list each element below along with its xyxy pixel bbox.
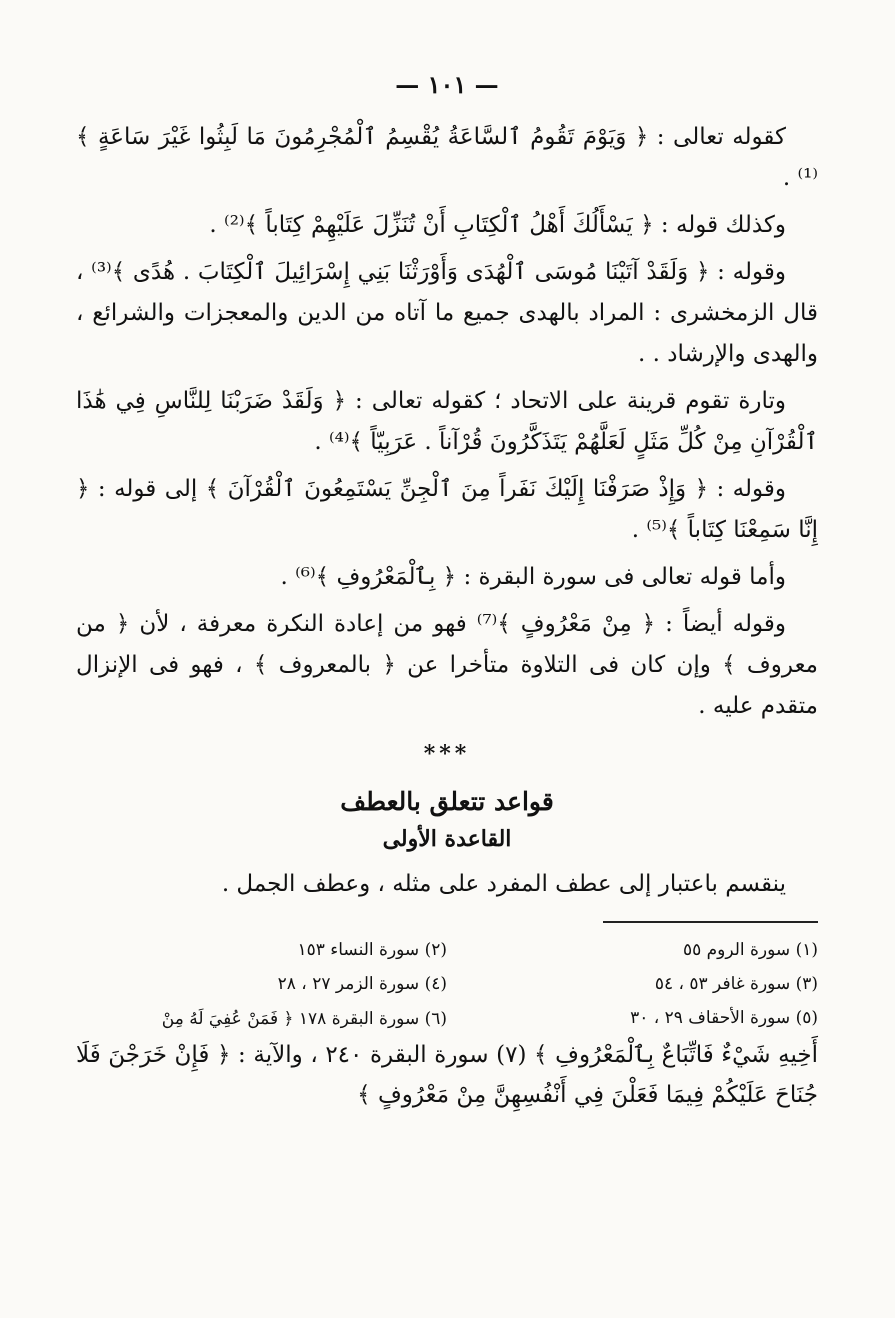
footnote-4: (٤) سورة الزمر ٢٧ ، ٢٨ [277,974,447,994]
paragraph-3: وقوله : ﴿ وَلَقَدْ آتَيْنَا مُوسَى ٱلْهُدَى وَأَوْرَثْنَا بَنِي إِسْرَائِيلَ ٱلْكِتَابَ . هُدًى ﴾⁽³⁾ ، قال الزمخشرى : المراد بالهدى جميع ما آتاه من الدين والمعجزات والشرائع ، والهدى والإرشاد . . [76,259,818,367]
footnote-row [76,1001,818,1035]
footnote-3: (٣) سورة غافر ٥٣ ، ٥٤ [654,974,818,994]
book-page [76,70,818,1290]
rule-title: القاعدة الأولى [382,826,512,852]
paragraph-2: وكذلك قوله : ﴿ يَسْأَلُكَ أَهْلُ ٱلْكِتَابِ أَنْ تُنَزِّلَ عَلَيْهِمْ كِتَاباً ﴾⁽²⁾ . [209,212,786,238]
footnote-1: (١) سورة الروم ٥٥ [682,940,818,960]
footnote-divider [603,921,818,923]
page-number: — ١٠١ — [395,70,499,99]
section-title: قواعد تتعلق بالعطف [340,787,554,816]
footnote-row [76,933,818,967]
footnote-2: (٢) سورة النساء ١٥٣ [297,940,447,960]
footnote-verse: أَخِيهِ شَيْءٌ فَاتِّبَاعٌ بِٱلْمَعْرُوفِ ﴾ (٧) سورة البقرة ٢٤٠ ، والآية : ﴿ فَإِنْ خَرَجْنَ فَلَا جُنَاحَ عَلَيْكُمْ فِيمَا فَعَلْنَ فِي أَنْفُسِهِنَّ مِنْ مَعْرُوفٍ ﴾ [76,1042,818,1108]
paragraph-4: وتارة تقوم قرينة على الاتحاد ؛ كقوله تعالى : ﴿ وَلَقَدْ ضَرَبْنَا لِلنَّاسِ فِي هَٰذَا ٱلْقُرْآنِ مِنْ كُلِّ مَثَلٍ لَعَلَّهُمْ يَتَذَكَّرُونَ قُرْآناً . عَرَبِيّاً ﴾⁽⁴⁾ . [76,388,818,455]
footnote-6: (٦) سورة البقرة ١٧٨ ﴿ فَمَنْ عُفِيَ لَهُ مِنْ [161,1008,447,1029]
footnote-row [76,967,818,1001]
footnote-5: (٥) سورة الأحقاف ٢٩ ، ٣٠ [630,1008,818,1028]
rule-text: ينقسم باعتبار إلى عطف المفرد على مثله ، وعطف الجمل . [221,871,786,897]
paragraph-7: وقوله أيضاً : ﴿ مِنْ مَعْرُوفٍ ﴾⁽⁷⁾ فهو من إعادة النكرة معرفة ، لأن ﴿ من معروف ﴾ وإن كان فى التلاوة متأخرا عن ﴿ بالمعروف ﴾ ، فهو فى الإنزال متقدم عليه . [76,611,818,719]
paragraph-6: وأما قوله تعالى فى سورة البقرة : ﴿ بِٱلْمَعْرُوفِ ﴾⁽⁶⁾ . [280,564,786,590]
paragraph-1: كقوله تعالى : ﴿ وَيَوْمَ تَقُومُ ٱلسَّاعَةُ يُقْسِمُ ٱلْمُجْرِمُونَ مَا لَبِثُوا غَيْرَ سَاعَةٍ ﴾⁽¹⁾ . [76,124,818,191]
paragraph-5: وقوله : ﴿ وَإِذْ صَرَفْنَا إِلَيْكَ نَفَراً مِنَ ٱلْجِنِّ يَسْتَمِعُونَ ٱلْقُرْآنَ ﴾ إلى قوله : ﴿ إِنَّا سَمِعْنَا كِتَاباً ﴾⁽⁵⁾ . [76,476,818,543]
footnotes [76,933,818,1115]
section-separator: *** [423,741,471,767]
